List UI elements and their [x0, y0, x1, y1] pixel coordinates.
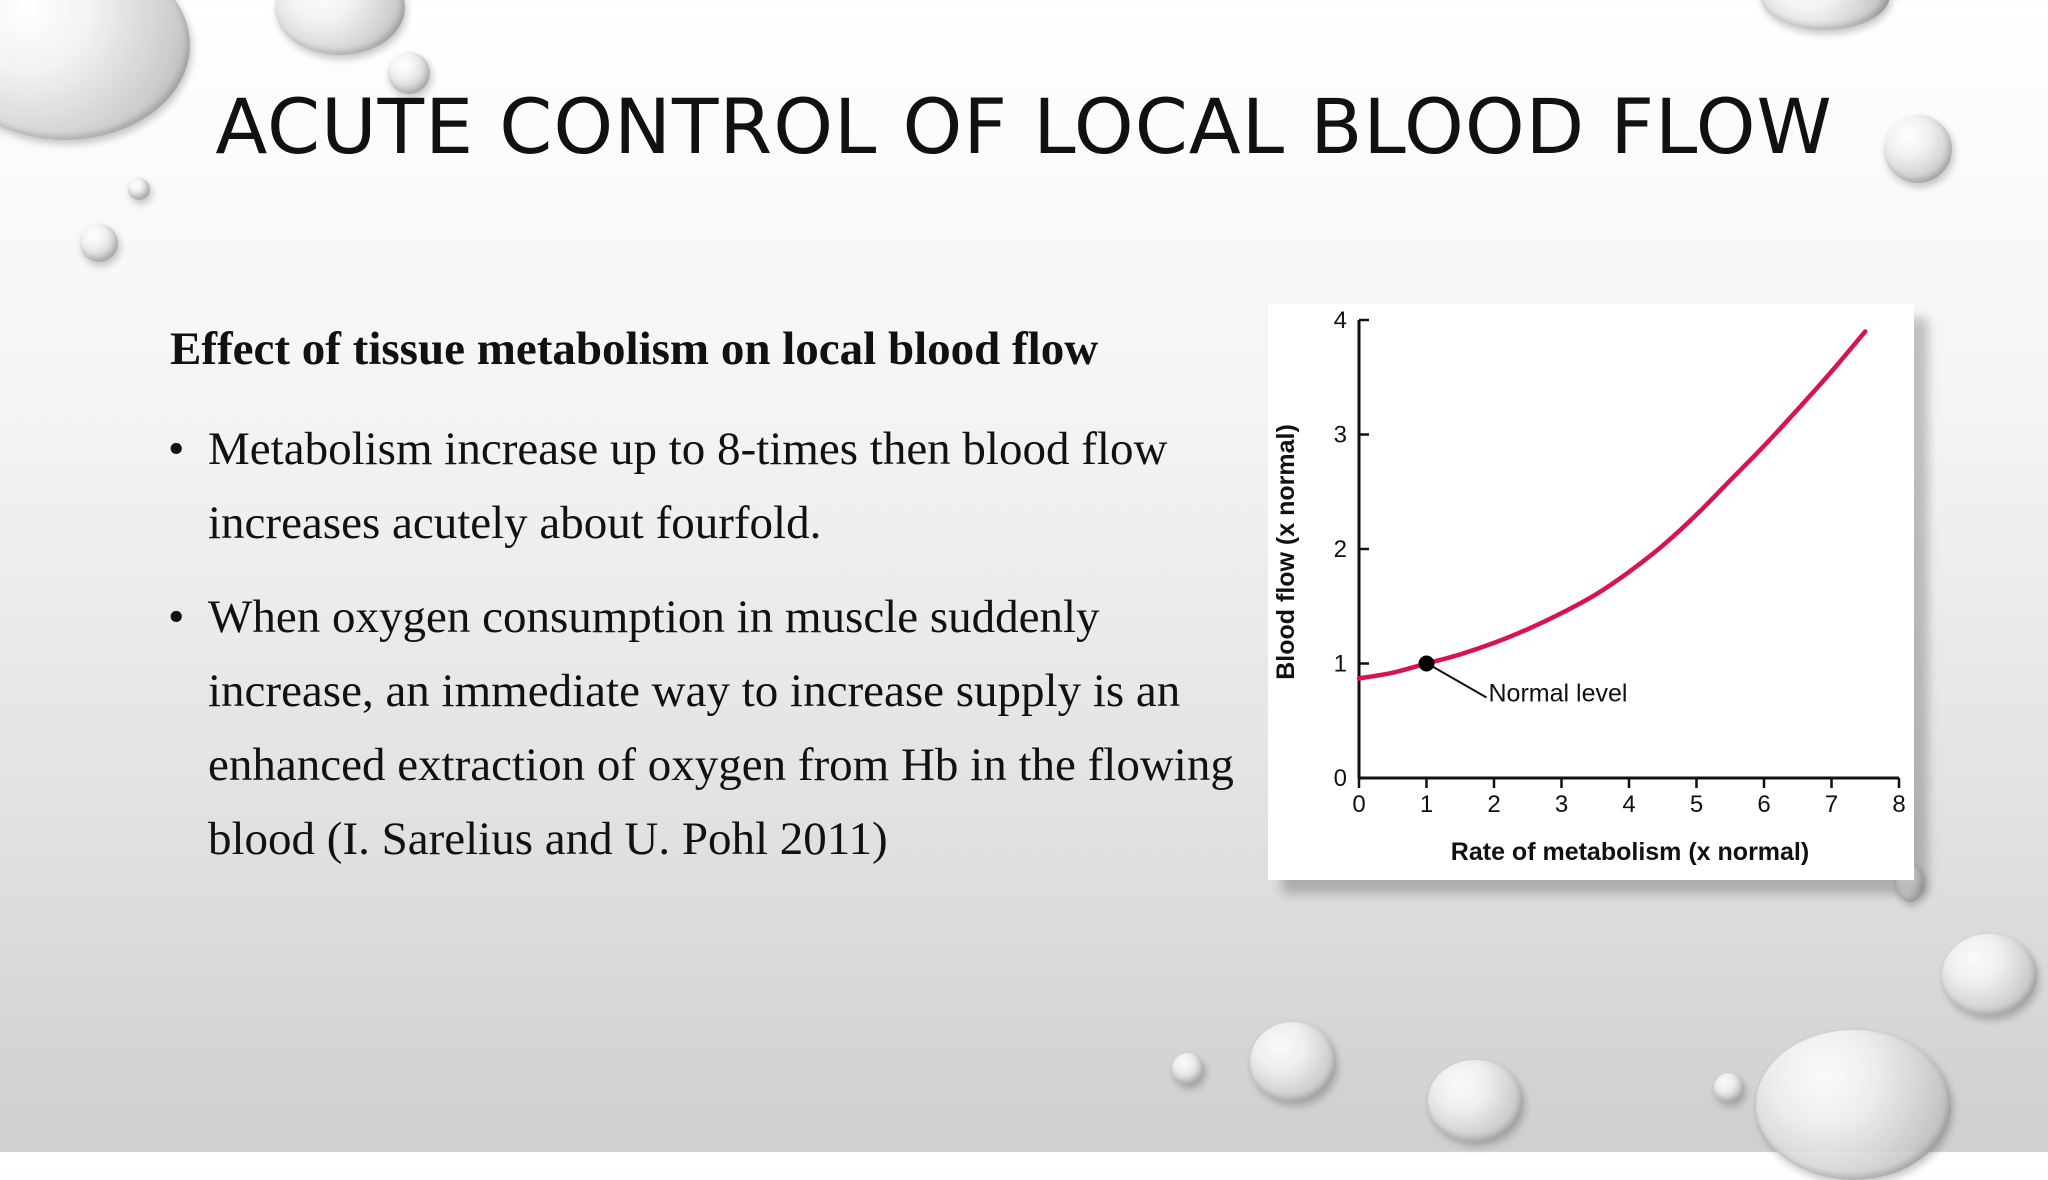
- water-droplet-decoration: [1428, 1060, 1523, 1142]
- chart-series: [1359, 331, 1865, 678]
- x-tick-label: 3: [1554, 791, 1569, 818]
- x-tick-label: 2: [1487, 791, 1501, 818]
- blood-flow-chart: [1268, 304, 1914, 880]
- water-droplet-decoration: [1250, 1022, 1336, 1102]
- y-tick-label: 2: [1333, 536, 1347, 563]
- y-tick-label: 4: [1333, 307, 1347, 334]
- x-tick-label: 1: [1419, 791, 1434, 818]
- x-tick-label: 5: [1689, 791, 1704, 818]
- y-tick-label: 3: [1333, 421, 1347, 449]
- water-droplet-decoration: [275, 0, 405, 55]
- water-droplet-decoration: [1172, 1053, 1204, 1085]
- y-tick-label: 1: [1333, 650, 1347, 678]
- x-tick-label: 6: [1757, 791, 1771, 818]
- water-droplet-decoration: [1756, 1030, 1951, 1180]
- chart-annotations: [1419, 656, 1628, 708]
- water-droplet-decoration: [1942, 934, 2037, 1016]
- water-droplet-decoration: [128, 178, 150, 200]
- chart-card: [1268, 304, 1914, 880]
- x-tick-label: 8: [1892, 791, 1906, 818]
- x-tick-label: 4: [1622, 791, 1636, 818]
- y-axis-label: Blood flow (x normal): [1272, 424, 1300, 680]
- y-tick-label: 0: [1333, 765, 1347, 792]
- x-axis-label: Rate of metabolism (x normal): [1450, 838, 1810, 866]
- bullet-item: • Metabolism increase up to 8-times then blood flow increases acutely about fourfold.: [168, 412, 1268, 560]
- annotation-leader-line: [1433, 667, 1487, 698]
- water-droplet-decoration: [80, 224, 118, 262]
- slide-title: ACUTE CONTROL OF LOCAL BLOOD FLOW: [215, 82, 1833, 171]
- bullet-list: [168, 412, 1268, 896]
- normal-level-marker: [1419, 656, 1435, 672]
- annotation-label: Normal level: [1488, 679, 1628, 708]
- x-tick-label: 0: [1352, 791, 1366, 818]
- series-line: [1359, 331, 1865, 678]
- water-droplet-decoration: [1760, 0, 1890, 30]
- x-tick-label: 7: [1824, 791, 1839, 818]
- bullet-item: • When oxygen consumption in muscle suddenly increase, an immediate way to increase supply is an enhanced extraction of oxygen from Hb in the flowing blood (I. Sarelius and U. Pohl 2011): [168, 580, 1268, 876]
- slide-subtitle: Effect of tissue metabolism on local blood flow: [170, 323, 1099, 375]
- water-droplet-decoration: [1714, 1073, 1744, 1103]
